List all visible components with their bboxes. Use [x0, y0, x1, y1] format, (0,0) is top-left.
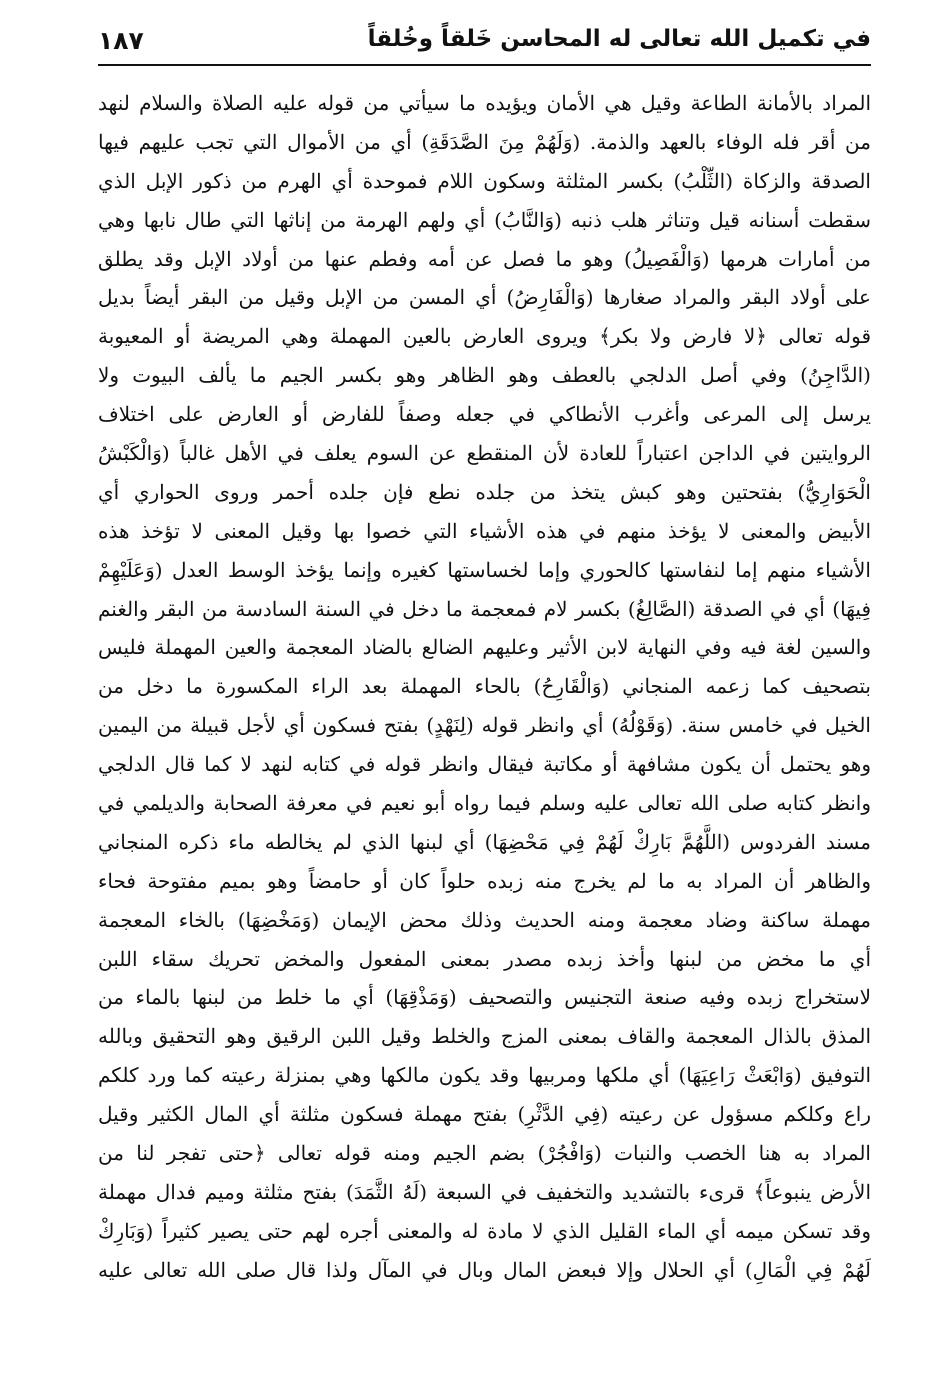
text-line: مهملة ساكنة وضاد معجمة ومنه الحديث وذلك محض الإيمان (وَمَخْضِهَا) بالخاء المعجمة: [98, 907, 871, 932]
text-line: راع وكلكم مسؤول عن رعيته (فِي الدَّثْرِ) بفتح مهملة فسكون مثلثة أي المال الكثير وقيل: [98, 1102, 871, 1127]
text-line: وانظر كتابه صلى الله تعالى عليه وسلم فيما رواه أبو نعيم في معرفة الصحابة والديلمي في: [98, 791, 871, 816]
text-line: التوفيق (وَابْعَثْ رَاعِيَهَا) أي ملكها ومربيها وقد يكون مالكها وهي بمنزلة رعيته كما ورد كلكم: [98, 1063, 871, 1088]
body-text: [98, 84, 871, 1290]
text-line: لَهُمْ فِي الْمَالِ) أي الحلال وإلا فبعض المال وبال في المآل ولذا قال صلى الله تعالى عليه: [98, 1257, 871, 1282]
running-header: [98, 24, 871, 66]
text-line: بتصحيف كما زعمه المنجاني (وَالْقَارِحُ) بالحاء المهملة بعد الراء المكسورة ما دخل من: [98, 674, 871, 699]
text-line: الأرض ينبوعاً﴾ قرىء بالتشديد والتخفيف في السبعة (لَهُ الثَّمَدَ) بفتح مثلثة وميم فدال مهملة: [98, 1179, 871, 1204]
text-line: والظاهر أن المراد به ما لم يخرج منه زبده حلواً كان أو حامضاً وهو بميم مفتوحة فحاء: [98, 868, 871, 893]
text-line: يرسل إلى المرعى وأغرب الأنطاكي في جعله وصفاً للفارض أو العارض على اختلاف: [98, 402, 871, 427]
text-line: على أولاد البقر والمراد صغارها (وَالْفَارِضُ) أي المسن من الإبل وقيل من البقر أيضاً بديل: [98, 285, 871, 310]
text-line: وقد تسكن ميمه أي الماء القليل الذي لا مادة له والمعنى أجره لهم حتى يصير كثيراً (وَبَارِكْ: [98, 1218, 871, 1243]
text-line: لاستخراج زبده وفيه صنعة التجنيس والتصحيف (وَمَذْقِهَا) أي ما خلط من لبنها بالماء من: [98, 985, 871, 1010]
text-line: من أمارات هرمها (وَالْفَصِيلُ) وهو ما فصل عن أمه وفطم عنها من أولاد الإبل وقد يطلق: [98, 246, 871, 271]
text-line: الصدقة والزكاة (الثِّلْبُ) بكسر المثلثة وسكون اللام فموحدة أي الهرم من ذكور الإبل الذي: [98, 168, 871, 193]
text-line: فِيهَا) أي في الصدقة (الصَّالِغُ) بكسر لام فمعجمة ما دخل في السنة السادسة من البقر والغنم: [98, 596, 871, 621]
text-line: الأشياء منهم إما لنفاستها كالحوري وإما لخساستها كغيره وإنما يؤخذ الوسط العدل (وَعَلَيْهِمْ: [98, 557, 871, 582]
text-line: مسند الفردوس (اللَّهُمَّ بَارِكْ لَهُمْ فِي مَحْضِهَا) أي لبنها الذي لم يخالطه ماء ذكره المنجاني: [98, 829, 871, 854]
text-line: الخيل في خامس سنة. (وَقَوْلُهُ) أي وانظر قوله (لِنَهْدٍ) بفتح فسكون أي لأجل قبيلة من اليمين: [98, 713, 871, 738]
text-line: وهو يحتمل أن يكون مشافهة أو مكاتبة فيقال وانظر قوله في كتابه لنهد لا كما قال الدلجي: [98, 752, 871, 777]
text-line: سقطت أسنانه قيل وتناثر هلب ذنبه (وَالنَّابُ) أي ولهم الهرمة من إناثها التي طال نابها وهي: [98, 207, 871, 232]
text-line: الأبيض والمعنى لا يؤخذ منهم في هذه الأشياء التي خصوا بها وقيل المعنى لا تؤخذ هذه: [98, 518, 871, 543]
text-line: المراد به هنا الخصب والنبات (وَافْجُرْ) بضم الجيم ومنه قوله تعالى ﴿حتى تفجر لنا من: [98, 1141, 871, 1166]
text-line: الْحَوَارِيُّ) بفتحتين وهو كبش يتخذ من جلده نطع فإن جلده أحمر وروى الحواري أي: [98, 479, 871, 504]
text-line: (الدَّاجِنُ) وفي أصل الدلجي بالعطف وهو الظاهر وهو بكسر الجيم ما يألف البيوت ولا: [98, 363, 871, 388]
text-line: أي ما مخض من لبنها وأخذ زبده مصدر بمعنى المفعول والمخض تحريك سقاء اللبن: [98, 946, 871, 971]
text-line: والسين لغة فيه وفي النهاية لابن الأثير وعليهم الضالع بالضاد المعجمة والعين المهملة فليس: [98, 635, 871, 660]
text-line: من أقر فله الوفاء بالعهد والذمة. (وَلَهُمْ مِنَ الصَّدَقَةِ) أي من الأموال التي تجب عليهم فيها: [98, 129, 871, 154]
text-line: قوله تعالى ﴿لا فارض ولا بكر﴾ ويروى العارض بالعين المهملة وهي المريضة أو المعيوبة: [98, 324, 871, 349]
header-title: في تكميل الله تعالى له المحاسن خَلقاً وخُلقاً: [367, 26, 871, 52]
text-line: المذق بالذال المعجمة والقاف بمعنى المزج والخلط وقيل اللبن الرقيق وهو التحقيق وبالله: [98, 1024, 871, 1049]
text-line: الروايتين في الداجن اعتباراً للعادة لأن المنقطع عن السوم يعلف في الأهل غالباً (وَالْكَبْشُ: [98, 441, 871, 466]
page-number: ١٨٧: [98, 26, 144, 55]
text-line: المراد بالأمانة الطاعة وقيل هي الأمان ويؤيده ما سيأتي من قوله عليه الصلاة والسلام لنهد: [98, 91, 871, 115]
